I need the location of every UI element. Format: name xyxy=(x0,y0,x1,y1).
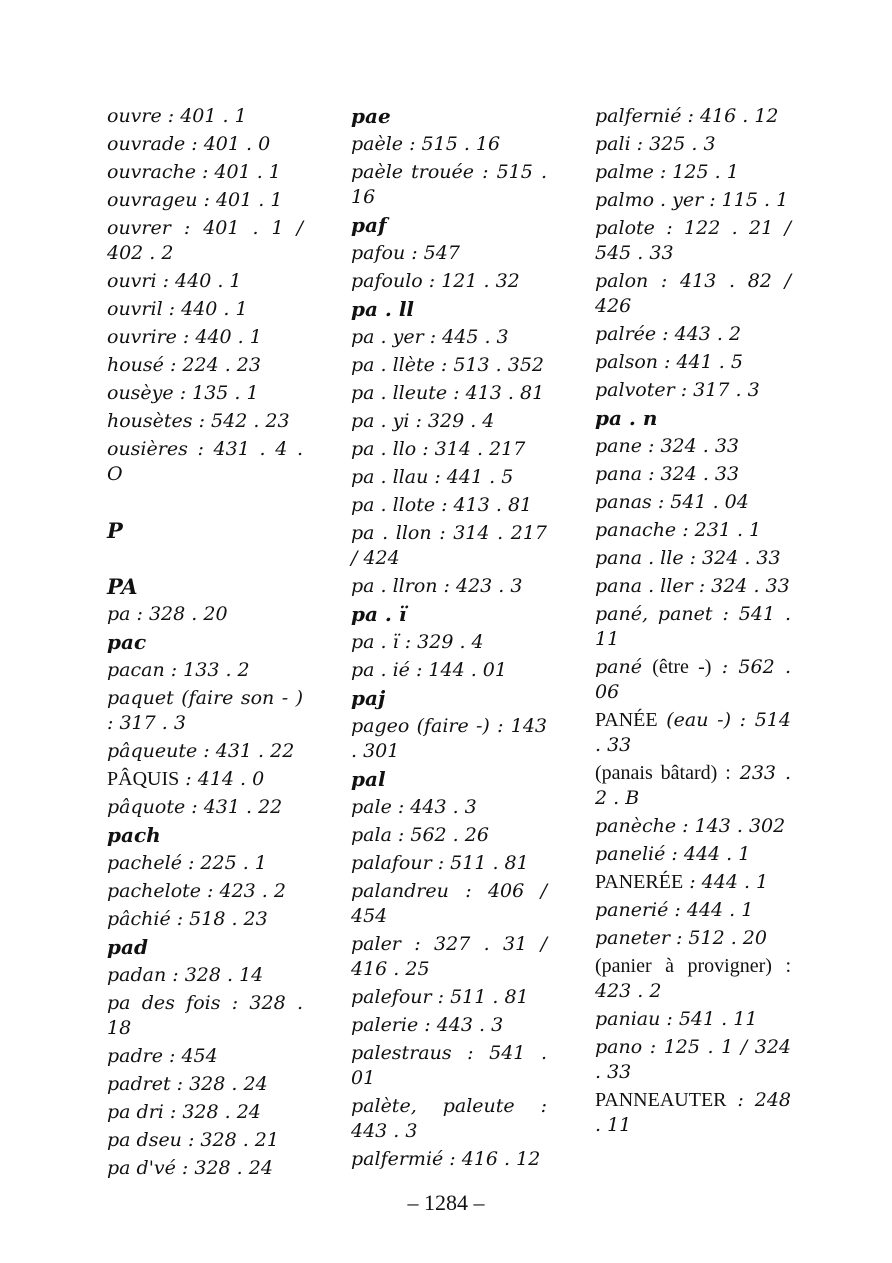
entry-italic-text: pané xyxy=(595,656,653,678)
entry-italic-text: : 248 . 11 xyxy=(595,1089,791,1136)
index-section-heading: pal xyxy=(351,767,386,791)
index-entry: palme : 125 . 1 xyxy=(595,161,739,183)
index-entry: paquet (faire son - ) : 317 . 3 xyxy=(107,687,303,734)
index-entry: ouvre : 401 . 1 xyxy=(107,105,247,127)
entry-roman-text: (panier à provigner) : xyxy=(595,955,791,977)
index-entry: pa . ié : 144 . 01 xyxy=(351,659,507,681)
index-section-heading: paj xyxy=(351,686,386,710)
index-entry: pané, panet : 541 . 11 xyxy=(595,603,791,650)
index-entry: padre : 454 xyxy=(107,1045,218,1067)
index-entry xyxy=(595,655,791,705)
index-entry xyxy=(595,1088,791,1138)
index-entry: pali : 325 . 3 xyxy=(595,133,716,155)
index-entry: ouvril : 440 . 1 xyxy=(107,298,248,320)
index-entry: pafou : 547 xyxy=(351,242,460,264)
index-entry: pageo (faire -) : 143 . 301 xyxy=(351,715,547,762)
index-entry: pa dseu : 328 . 21 xyxy=(107,1129,279,1151)
index-section-heading: PA xyxy=(107,574,138,599)
index-entry: palmo . yer : 115 . 1 xyxy=(595,189,789,211)
index-entry: palrée : 443 . 2 xyxy=(595,323,742,345)
index-entry: palfermié : 416 . 12 xyxy=(351,1148,541,1170)
entry-roman-text: (être -) xyxy=(652,656,712,678)
index-entry: palote : 122 . 21 / 545 . 33 xyxy=(595,217,791,264)
index-section-heading: pae xyxy=(351,104,391,128)
index-entry: pa . llo : 314 . 217 xyxy=(351,438,526,460)
index-entry: pa . lleute : 413 . 81 xyxy=(351,382,545,404)
index-section-heading: pac xyxy=(107,630,147,654)
index-entry: pano : 125 . 1 / 324 . 33 xyxy=(595,1036,791,1083)
index-entry: pâquote : 431 . 22 xyxy=(107,796,283,818)
index-entry: ouvrire : 440 . 1 xyxy=(107,326,262,348)
index-entry: pa . yer : 445 . 3 xyxy=(351,326,509,348)
page-number: – 1284 – xyxy=(407,1190,485,1215)
entry-italic-text: : 444 . 1 xyxy=(683,871,769,893)
index-entry: pale : 443 . 3 xyxy=(351,796,477,818)
index-entry: pâqueute : 431 . 22 xyxy=(107,740,295,762)
index-entry: pa . llron : 423 . 3 xyxy=(351,575,523,597)
index-entry: paèle : 515 . 16 xyxy=(351,133,501,155)
entry-roman-text: (panais bâtard) : xyxy=(595,762,731,784)
index-entry: ouvrade : 401 . 0 xyxy=(107,133,271,155)
index-entry: paniau : 541 . 11 xyxy=(595,1008,758,1030)
index-entry: pana . ller : 324 . 33 xyxy=(595,575,790,597)
index-entry: palfernié : 416 . 12 xyxy=(595,105,779,127)
index-entry: pachelé : 225 . 1 xyxy=(107,852,267,874)
index-entry: palète, paleute : 443 . 3 xyxy=(351,1095,547,1142)
index-section-heading: P xyxy=(107,518,123,543)
section-spacer xyxy=(107,490,303,518)
index-entry: pa . ï : 329 . 4 xyxy=(351,631,484,653)
index-entry: paler : 327 . 31 / 416 . 25 xyxy=(351,933,547,980)
index-entry: palson : 441 . 5 xyxy=(595,351,743,373)
index-entry: palafour : 511 . 81 xyxy=(351,852,529,874)
index-entry: ouvri : 440 . 1 xyxy=(107,270,242,292)
index-section-heading: pa . n xyxy=(595,406,658,430)
index-column-1 xyxy=(107,104,303,1184)
index-entry: paèle trouée : 515 . 16 xyxy=(351,161,547,208)
index-entry xyxy=(595,708,791,758)
index-entry: pa . llète : 513 . 352 xyxy=(351,354,545,376)
index-entry: ouvrache : 401 . 1 xyxy=(107,161,281,183)
index-entry: pala : 562 . 26 xyxy=(351,824,489,846)
index-entry: pa d'vé : 328 . 24 xyxy=(107,1157,273,1179)
index-entry: ousières : 431 . 4 . O xyxy=(107,438,303,485)
entry-roman-text: PANERÉE xyxy=(595,871,684,893)
entry-roman-text: PANÉE xyxy=(595,709,658,731)
index-entry: ousèye : 135 . 1 xyxy=(107,382,259,404)
index-entry: palandreu : 406 / 454 xyxy=(351,880,547,927)
index-entry: pane : 324 . 33 xyxy=(595,435,740,457)
entry-italic-text: (eau -) : 514 . 33 xyxy=(595,709,791,756)
section-spacer xyxy=(107,546,303,574)
index-entry: pafoulo : 121 . 32 xyxy=(351,270,520,292)
index-section-heading: paf xyxy=(351,213,387,237)
index-entry: pachelote : 423 . 2 xyxy=(107,880,286,902)
index-entry: ouvrageu : 401 . 1 xyxy=(107,189,283,211)
index-column-3 xyxy=(595,104,791,1141)
index-entry: palvoter : 317 . 3 xyxy=(595,379,760,401)
index-entry: panas : 541 . 04 xyxy=(595,491,749,513)
index-entry: pâchié : 518 . 23 xyxy=(107,908,268,930)
index-entry: pa dri : 328 . 24 xyxy=(107,1101,261,1123)
index-entry: panèche : 143 . 302 xyxy=(595,815,786,837)
index-entry xyxy=(595,761,791,811)
index-entry: palerie : 443 . 3 xyxy=(351,1014,504,1036)
index-entry: pa . yi : 329 . 4 xyxy=(351,410,495,432)
index-entry xyxy=(595,954,791,1004)
index-entry: panerié : 444 . 1 xyxy=(595,899,754,921)
entry-italic-text: 233 . 2 . B xyxy=(595,762,791,809)
entry-italic-text: 423 . 2 xyxy=(595,980,662,1002)
index-entry: pana : 324 . 33 xyxy=(595,463,740,485)
index-entry: pa . llon : 314 . 217 / 424 xyxy=(351,522,547,569)
index-entry: housètes : 542 . 23 xyxy=(107,410,290,432)
index-entry: panelié : 444 . 1 xyxy=(595,843,751,865)
index-entry: padan : 328 . 14 xyxy=(107,964,264,986)
index-section-heading: pa . ï xyxy=(351,602,407,626)
index-entry: housé : 224 . 23 xyxy=(107,354,261,376)
index-entry: palefour : 511 . 81 xyxy=(351,986,529,1008)
entry-roman-text: PANNEAUTER xyxy=(595,1089,727,1111)
index-column-2 xyxy=(351,104,547,1175)
index-entry: palestraus : 541 . 01 xyxy=(351,1042,547,1089)
index-entry xyxy=(595,870,791,895)
index-section-heading: pad xyxy=(107,935,148,959)
index-entry: pa . llote : 413 . 81 xyxy=(351,494,533,516)
index-entry: pa . llau : 441 . 5 xyxy=(351,466,514,488)
index-entry: pa : 328 . 20 xyxy=(107,603,228,625)
index-section-heading: pa . ll xyxy=(351,297,415,321)
index-entry xyxy=(107,767,303,792)
index-entry: panache : 231 . 1 xyxy=(595,519,762,541)
index-entry: paneter : 512 . 20 xyxy=(595,927,767,949)
index-section-heading: pach xyxy=(107,823,161,847)
index-entry: ouvrer : 401 . 1 / 402 . 2 xyxy=(107,217,303,264)
index-entry: padret : 328 . 24 xyxy=(107,1073,268,1095)
index-entry: pacan : 133 . 2 xyxy=(107,659,250,681)
index-entry: pa des fois : 328 . 18 xyxy=(107,992,303,1039)
entry-roman-text: PÂQUIS xyxy=(107,768,180,790)
index-entry: palon : 413 . 82 / 426 xyxy=(595,270,791,317)
index-entry: pana . lle : 324 . 33 xyxy=(595,547,781,569)
entry-italic-text: : 414 . 0 xyxy=(179,768,265,790)
entry-italic-text: : 562 . 06 xyxy=(595,656,792,703)
